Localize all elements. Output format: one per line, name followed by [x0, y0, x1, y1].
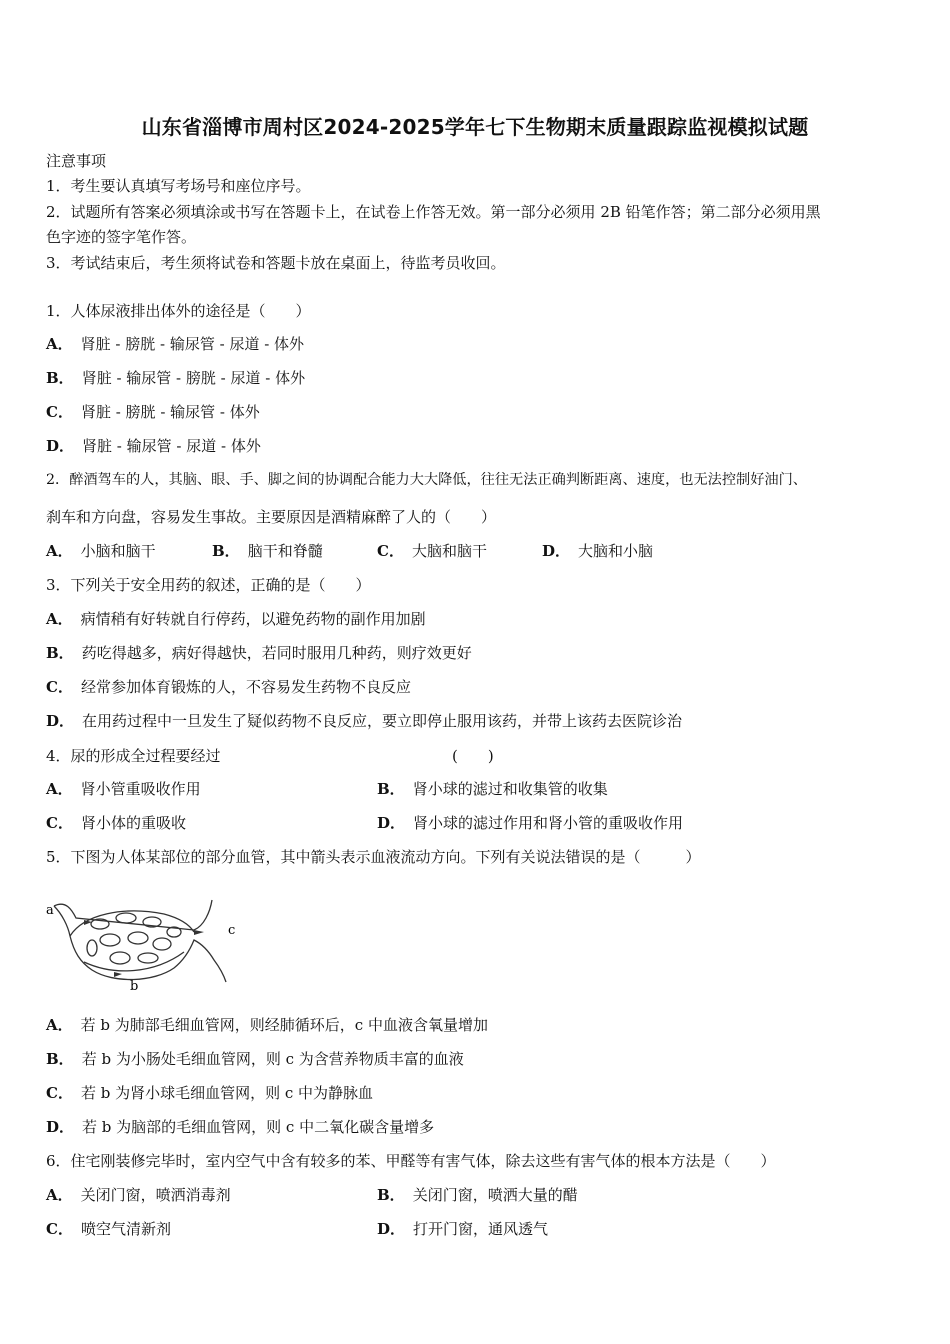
notice-item: 3．考试结束后，考生须将试卷和答题卡放在桌面上，待监考员收回。 [46, 254, 506, 272]
capillary-network-diagram [44, 892, 244, 992]
q2-option-d [542, 541, 653, 561]
question-2-stem-line-1: 2．醉酒驾车的人，其脑、眼、手、脚之间的协调配合能力大大降低，往往无法正确判断距离、速度，也无法控制好油门、 [46, 472, 807, 488]
option-text: 肾小体的重吸收 [80, 814, 186, 832]
option-text: 大脑和脑干 [411, 542, 487, 560]
q1-option-c [46, 402, 260, 422]
option-text: 药吃得越多，病好得越快，若同时服用几种药，则疗效更好 [81, 644, 472, 662]
option-text: 肾脏 - 膀胱 - 输尿管 - 尿道 - 体外 [80, 335, 305, 353]
notice-heading: 注意事项 [46, 152, 107, 170]
question-6-stem: 6．住宅刚装修完毕时，室内空气中含有较多的苯、甲醛等有害气体，除去这些有害气体的根本方法是（ ） [46, 1152, 776, 1170]
q3-option-a [46, 609, 426, 629]
option-letter: A． [46, 780, 73, 798]
q3-option-d [46, 711, 682, 731]
q4-option-b [377, 779, 608, 799]
question-3-stem: 3．下列关于安全用药的叙述，正确的是（ ） [46, 576, 371, 594]
option-letter: C． [46, 1220, 73, 1238]
option-text: 若 b 为肾小球毛细血管网，则 c 中为静脉血 [80, 1084, 374, 1102]
option-letter: D． [377, 814, 406, 832]
option-letter: B． [46, 369, 74, 387]
option-letter: B． [212, 542, 240, 560]
question-1-stem: 1．人体尿液排出体外的途径是（ ） [46, 302, 311, 320]
page-title: 山东省淄博市周村区2024-2025学年七下生物期末质量跟踪监视模拟试题 [141, 115, 809, 139]
q4-option-a [46, 779, 201, 799]
option-letter: D． [377, 1220, 406, 1238]
q5-option-d [46, 1117, 434, 1137]
question-4-stem: 4．尿的形成全过程要经过 [46, 747, 221, 765]
q6-options-row-2 [46, 1219, 916, 1239]
question-4-stem-row [46, 746, 916, 766]
option-text: 若 b 为脑部的毛细血管网，则 c 中二氧化碳含量增多 [82, 1118, 435, 1136]
option-letter: A． [46, 1016, 73, 1034]
q5-option-a [46, 1015, 488, 1035]
q6-option-a [46, 1185, 231, 1205]
option-text: 小脑和脑干 [80, 542, 156, 560]
q6-option-b [377, 1185, 578, 1205]
q4-option-c [46, 813, 186, 833]
label-a: a [46, 903, 54, 918]
option-text: 脑干和脊髓 [247, 542, 323, 560]
notice-item: 2．试题所有答案必须填涂或书写在答题卡上，在试卷上作答无效。第一部分必须用 2B 铅笔作答；第二部分必须用黑 [46, 203, 821, 221]
option-letter: A． [46, 335, 73, 353]
option-letter: B． [377, 1186, 405, 1204]
option-text: 关闭门窗，喷洒消毒剂 [80, 1186, 231, 1204]
question-4-answer-paren: ( ) [452, 747, 494, 765]
q2-option-b [212, 541, 323, 561]
option-letter: A． [46, 1186, 73, 1204]
option-text: 病情稍有好转就自行停药，以避免药物的副作用加剧 [80, 610, 426, 628]
option-text: 经常参加体育锻炼的人，不容易发生药物不良反应 [80, 678, 411, 696]
label-c: c [228, 923, 236, 938]
q5-option-b [46, 1049, 464, 1069]
option-letter: A． [46, 542, 73, 560]
option-letter: C． [46, 1084, 73, 1102]
option-text: 若 b 为肺部毛细血管网，则经肺循环后，c 中血液含氧量增加 [80, 1016, 488, 1034]
q2-option-c [377, 541, 487, 561]
option-letter: D． [542, 542, 571, 560]
option-text: 大脑和小脑 [578, 542, 654, 560]
option-letter: B． [46, 1050, 74, 1068]
q1-option-a [46, 334, 304, 354]
option-text: 若 b 为小肠处毛细血管网，则 c 为含营养物质丰富的血液 [81, 1050, 464, 1068]
option-letter: D． [46, 1118, 75, 1136]
q5-option-c [46, 1083, 373, 1103]
option-letter: D． [46, 437, 75, 455]
q4-options-row-2 [46, 813, 916, 833]
q6-option-d [377, 1219, 548, 1239]
option-text: 肾脏 - 输尿管 - 尿道 - 体外 [82, 437, 261, 455]
q6-option-c [46, 1219, 171, 1239]
q3-option-c [46, 677, 411, 697]
option-letter: B． [46, 644, 74, 662]
option-text: 肾小球的滤过作用和肾小管的重吸收作用 [413, 814, 684, 832]
option-letter: C． [46, 678, 73, 696]
question-2-stem-line-2: 刹车和方向盘，容易发生事故。主要原因是酒精麻醉了人的（ ） [46, 508, 497, 526]
option-text: 肾脏 - 膀胱 - 输尿管 - 体外 [80, 403, 260, 421]
option-text: 打开门窗，通风透气 [413, 1220, 549, 1238]
q3-option-b [46, 643, 472, 663]
q4-option-d [377, 813, 683, 833]
option-letter: C． [46, 403, 73, 421]
label-b: b [130, 979, 139, 992]
option-letter: D． [46, 712, 75, 730]
option-text: 肾脏 - 输尿管 - 膀胱 - 尿道 - 体外 [81, 369, 306, 387]
option-text: 肾小管重吸收作用 [80, 780, 201, 798]
q1-option-b [46, 368, 305, 388]
option-text: 在用药过程中一旦发生了疑似药物不良反应，要立即停止服用该药，并带上该药去医院诊治 [82, 712, 683, 730]
question-5-stem: 5．下图为人体某部位的部分血管，其中箭头表示血液流动方向。下列有关说法错误的是（ ） [46, 848, 701, 866]
notice-item: 1．考生要认真填写考场号和座位序号。 [46, 177, 311, 195]
option-text: 关闭门窗，喷洒大量的醋 [412, 1186, 578, 1204]
q6-options-row-1 [46, 1185, 916, 1205]
option-letter: C． [46, 814, 73, 832]
option-letter: C． [377, 542, 404, 560]
option-text: 喷空气清新剂 [80, 1220, 171, 1238]
option-letter: A． [46, 610, 73, 628]
option-letter: B． [377, 780, 405, 798]
q4-options-row-1 [46, 779, 916, 799]
q1-option-d [46, 436, 261, 456]
option-text: 肾小球的滤过和收集管的收集 [412, 780, 608, 798]
notice-item: 色字迹的签字笔作答。 [46, 228, 197, 246]
q2-option-a [46, 541, 156, 561]
q2-options-row [46, 541, 916, 561]
